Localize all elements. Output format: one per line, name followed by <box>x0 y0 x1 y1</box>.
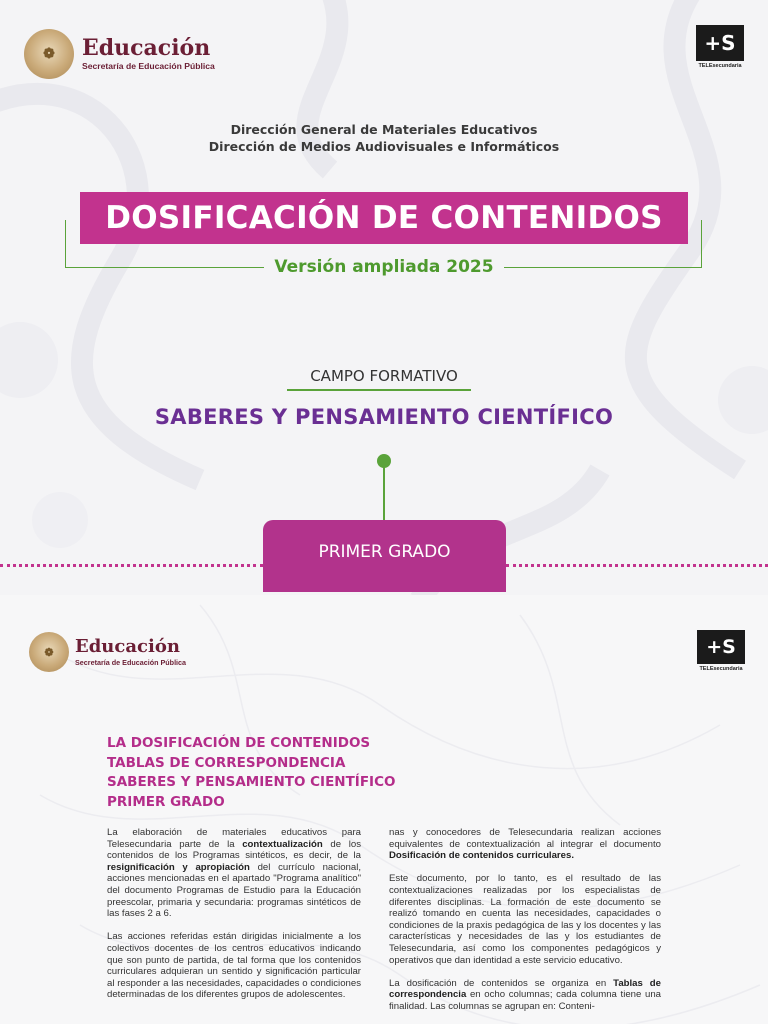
grade-tab: PRIMER GRADO <box>263 520 506 592</box>
campo-formativo-name: SABERES Y PENSAMIENTO CIENTÍFICO <box>154 405 614 429</box>
campo-underline <box>287 389 471 391</box>
text-run: del currículo nacional, acciones mencionadas en el apartado "Programa analítico" del documento Programas de Estudio para la Educación preescolar, primaria y secundaria: programas sintéticos de las fases 2 a 6. <box>107 861 361 920</box>
direction-general: Dirección General de Materiales Educativos <box>230 122 538 137</box>
national-seal-icon: ❁ <box>29 632 69 672</box>
heading-line: TABLAS DE CORRESPONDENCIA <box>107 754 346 771</box>
telesecundaria-caption: TELEsecundaria <box>699 666 743 672</box>
version-label <box>0 257 768 277</box>
paragraph <box>389 827 661 862</box>
text-run: en ocho columnas; cada columna tiene una finalidad. Las columnas se agrupan en: Conteni- <box>389 989 661 1012</box>
bold-text: Dosificación de contenidos curriculares. <box>389 850 574 862</box>
text-column-right <box>389 827 661 1024</box>
telesecundaria-logo <box>696 25 744 69</box>
heading-line: LA DOSIFICACIÓN DE CONTENIDOS <box>107 735 371 751</box>
document-title: DOSIFICACIÓN DE CONTENIDOS <box>80 192 688 244</box>
text-run: La dosificación de contenidos se organiza en <box>389 977 614 989</box>
campo-formativo-label: CAMPO FORMATIVO <box>310 367 458 385</box>
connector-line <box>383 466 385 522</box>
text-run: nas y conocedores de Telesecundaria realizan acciones equivalentes de contextualización al integrar el documento <box>389 827 661 850</box>
dotted-divider-left <box>0 564 263 567</box>
dotted-divider-right <box>506 564 768 567</box>
sep-logo <box>29 632 186 672</box>
telesecundaria-logo <box>697 630 745 672</box>
telesecundaria-caption: TELEsecundaria <box>698 63 742 69</box>
direction-medios: Dirección de Medios Audiovisuales e Informáticos <box>208 139 560 154</box>
heading-line: PRIMER GRADO <box>107 793 225 810</box>
logo-title: Educación <box>82 35 211 61</box>
paragraph: Las acciones referidas están dirigidas inicialmente a los colectivos docentes de los centros educativos indicando que son punto de partida, de tal forma que los contenidos curriculares adquieran un sentido y significación particular al responder a las necesidades, capacidades o condiciones determinadas de los diferentes grupos de adolescentes. <box>107 931 361 1001</box>
national-seal-icon: ❁ <box>24 29 74 79</box>
intro-page <box>0 595 768 1024</box>
text-column-left <box>107 827 361 1013</box>
bold-text: contextualización <box>242 838 323 850</box>
heading-line: SABERES Y PENSAMIENTO CIENTÍFICO <box>107 774 396 790</box>
sep-logo <box>24 29 215 79</box>
paragraph: Este documento, por lo tanto, es el resultado de las contextualizaciones realizadas por los especialistas de diferentes disciplinas. La formación de este documento se realizó tomando en cuenta las necesidades, capacidades o condiciones de la praxis pedagógica de las y los docentes y las características y necesidades de las y los estudiantes de Telesecundaria, así como los componentes pedagógicos y operativos que dan identidad a este servicio educativo. <box>389 873 661 966</box>
text-run: de los contenidos de los Programas sintéticos, es decir, de la <box>107 838 361 862</box>
logo-title: Educación <box>75 635 180 657</box>
text-run: La elaboración de materiales educativos para Telesecundaria parte de la <box>107 827 361 850</box>
bold-text: resignificación y apropiación <box>107 861 250 873</box>
paragraph <box>389 978 661 1013</box>
section-heading <box>107 734 395 812</box>
paragraph <box>107 827 361 920</box>
bold-text: Tablas de correspondencia <box>389 977 662 1001</box>
telesecundaria-mark-icon: +S <box>697 630 745 664</box>
version-text: Versión ampliada 2025 <box>264 257 503 277</box>
logo-subtitle: Secretaría de Educación Pública <box>75 657 187 667</box>
logo-subtitle: Secretaría de Educación Pública <box>82 61 215 71</box>
telesecundaria-mark-icon: +S <box>696 25 744 61</box>
